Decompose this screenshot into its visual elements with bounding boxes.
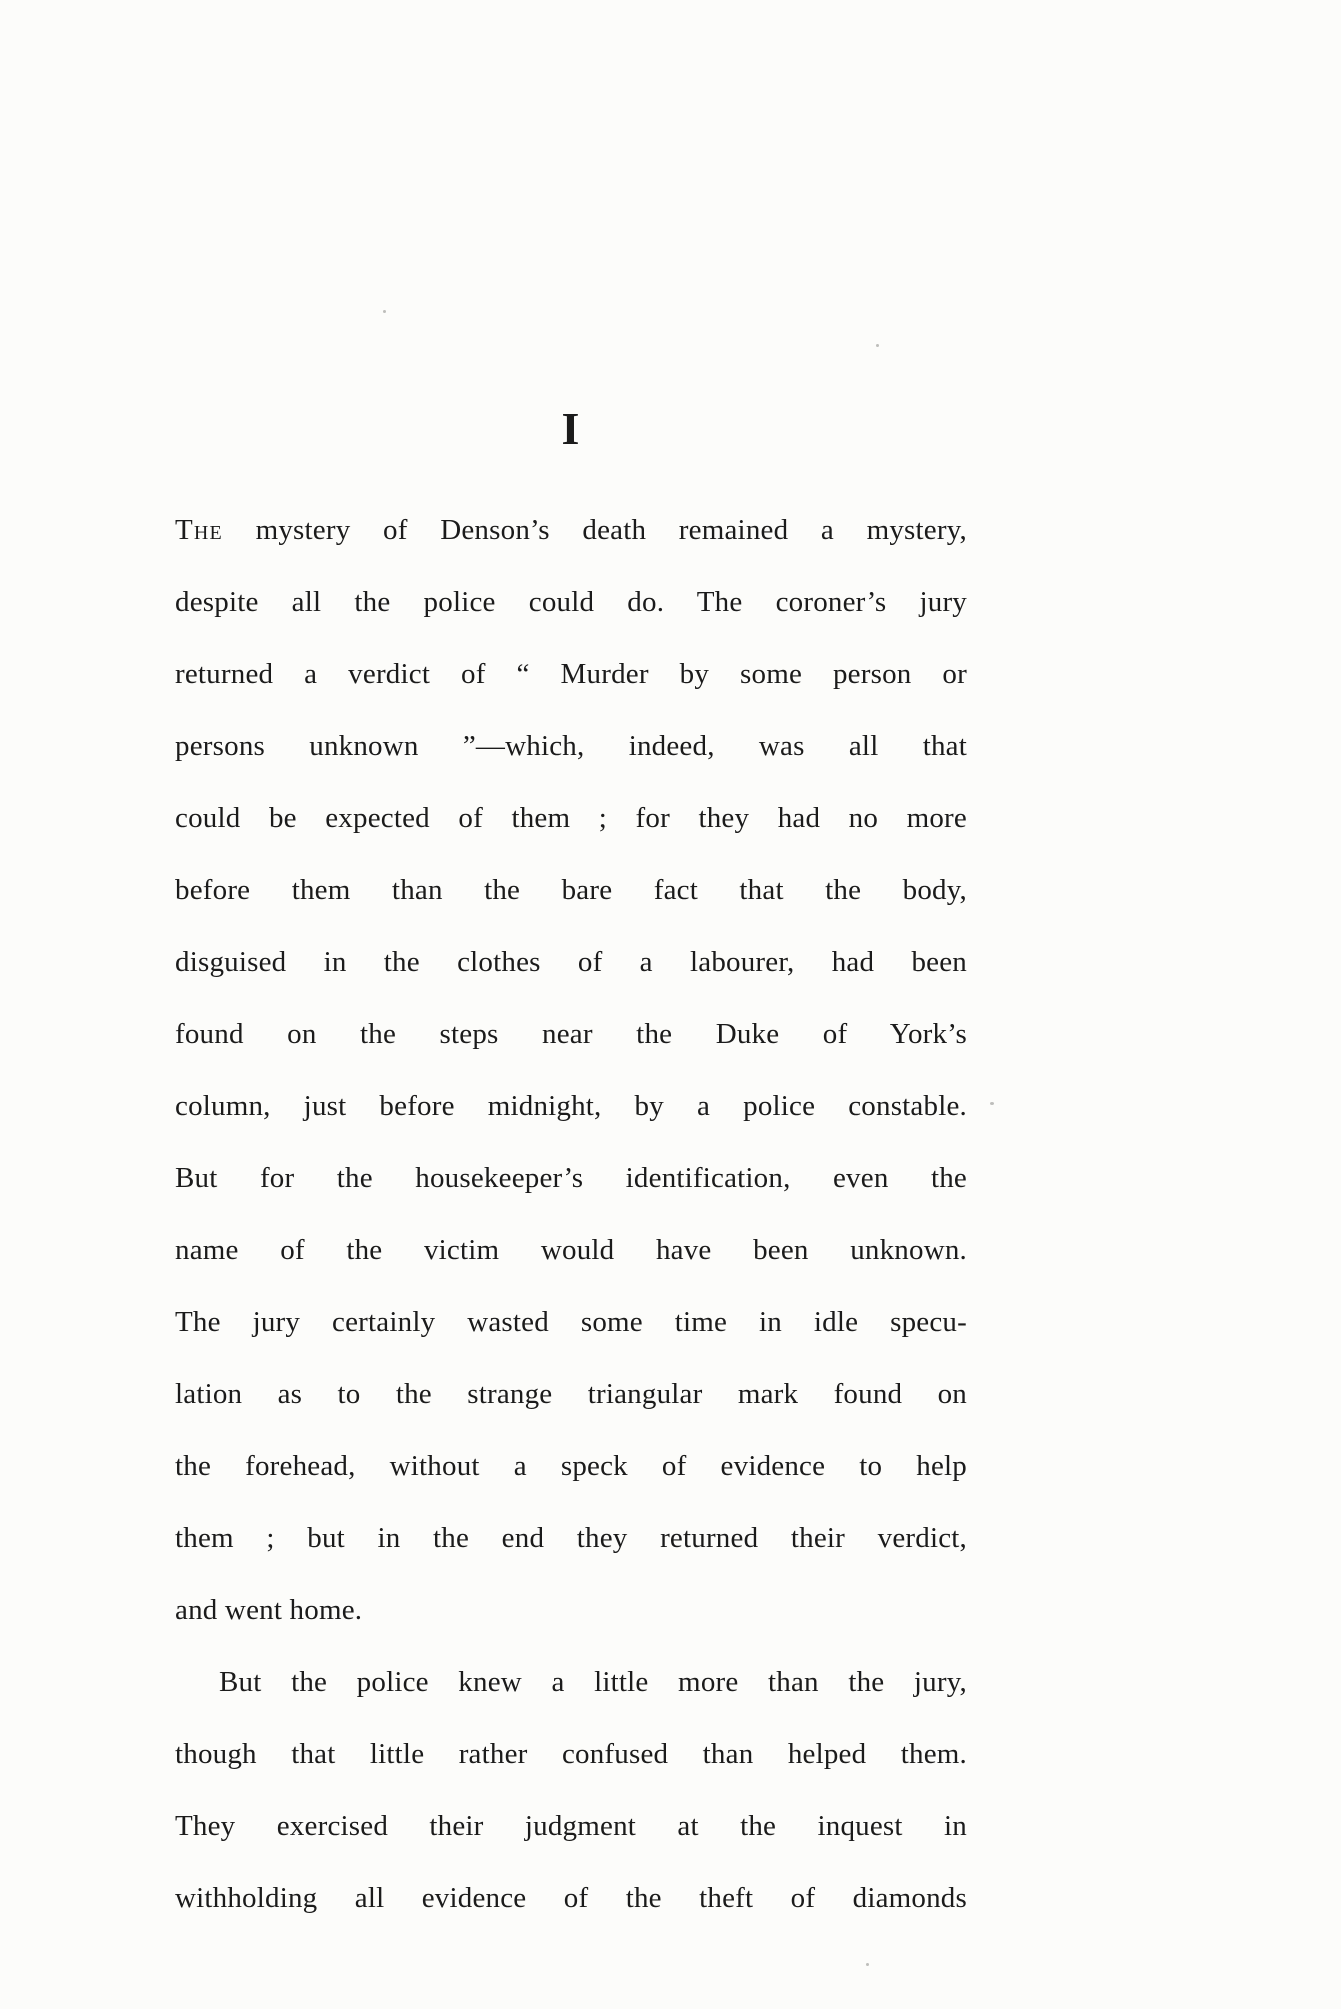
text-line: and went home. xyxy=(175,1594,363,1626)
text-line: withholding all evidence of the theft of diamonds xyxy=(175,1882,967,1914)
text-line: disguised in the clothes of a labourer, had been xyxy=(175,946,967,978)
scan-speck xyxy=(866,1963,869,1966)
text-line: name of the victim would have been unknown. xyxy=(175,1234,967,1266)
text-line: them ; but in the end they returned their verdict, xyxy=(175,1522,967,1554)
text-line: lation as to the strange triangular mark found on xyxy=(175,1378,967,1410)
text-line: But the police knew a little more than the jury, xyxy=(219,1666,967,1698)
text-line: found on the steps near the Duke of York’s xyxy=(175,1018,967,1050)
text-line: despite all the police could do. The coroner’s jury xyxy=(175,586,967,618)
scan-speck xyxy=(990,1102,994,1105)
paragraph xyxy=(175,494,967,1646)
text-line: though that little rather confused than helped them. xyxy=(175,1738,967,1770)
text-line: They exercised their judgment at the inquest in xyxy=(175,1810,967,1842)
smallcaps-lead: The xyxy=(175,514,223,546)
scan-speck xyxy=(383,310,386,313)
text-line: could be expected of them ; for they had no more xyxy=(175,802,967,834)
text-line: before them than the bare fact that the body, xyxy=(175,874,967,906)
text-line: returned a verdict of “ Murder by some person or xyxy=(175,658,967,690)
text-block xyxy=(175,494,967,1934)
text-line: But for the housekeeper’s identification, even the xyxy=(175,1162,967,1194)
paragraph xyxy=(175,1646,967,1934)
scan-speck xyxy=(876,344,879,347)
text-line: column, just before midnight, by a police constable. xyxy=(175,1090,967,1122)
text-line: The jury certainly wasted some time in idle specu- xyxy=(175,1306,967,1338)
chapter-numeral: I xyxy=(561,403,581,454)
text-line: The mystery of Denson’s death remained a mystery, xyxy=(175,514,967,546)
text-line: the forehead, without a speck of evidence to help xyxy=(175,1450,967,1482)
text-line: persons unknown ”—which, indeed, was all that xyxy=(175,730,967,762)
